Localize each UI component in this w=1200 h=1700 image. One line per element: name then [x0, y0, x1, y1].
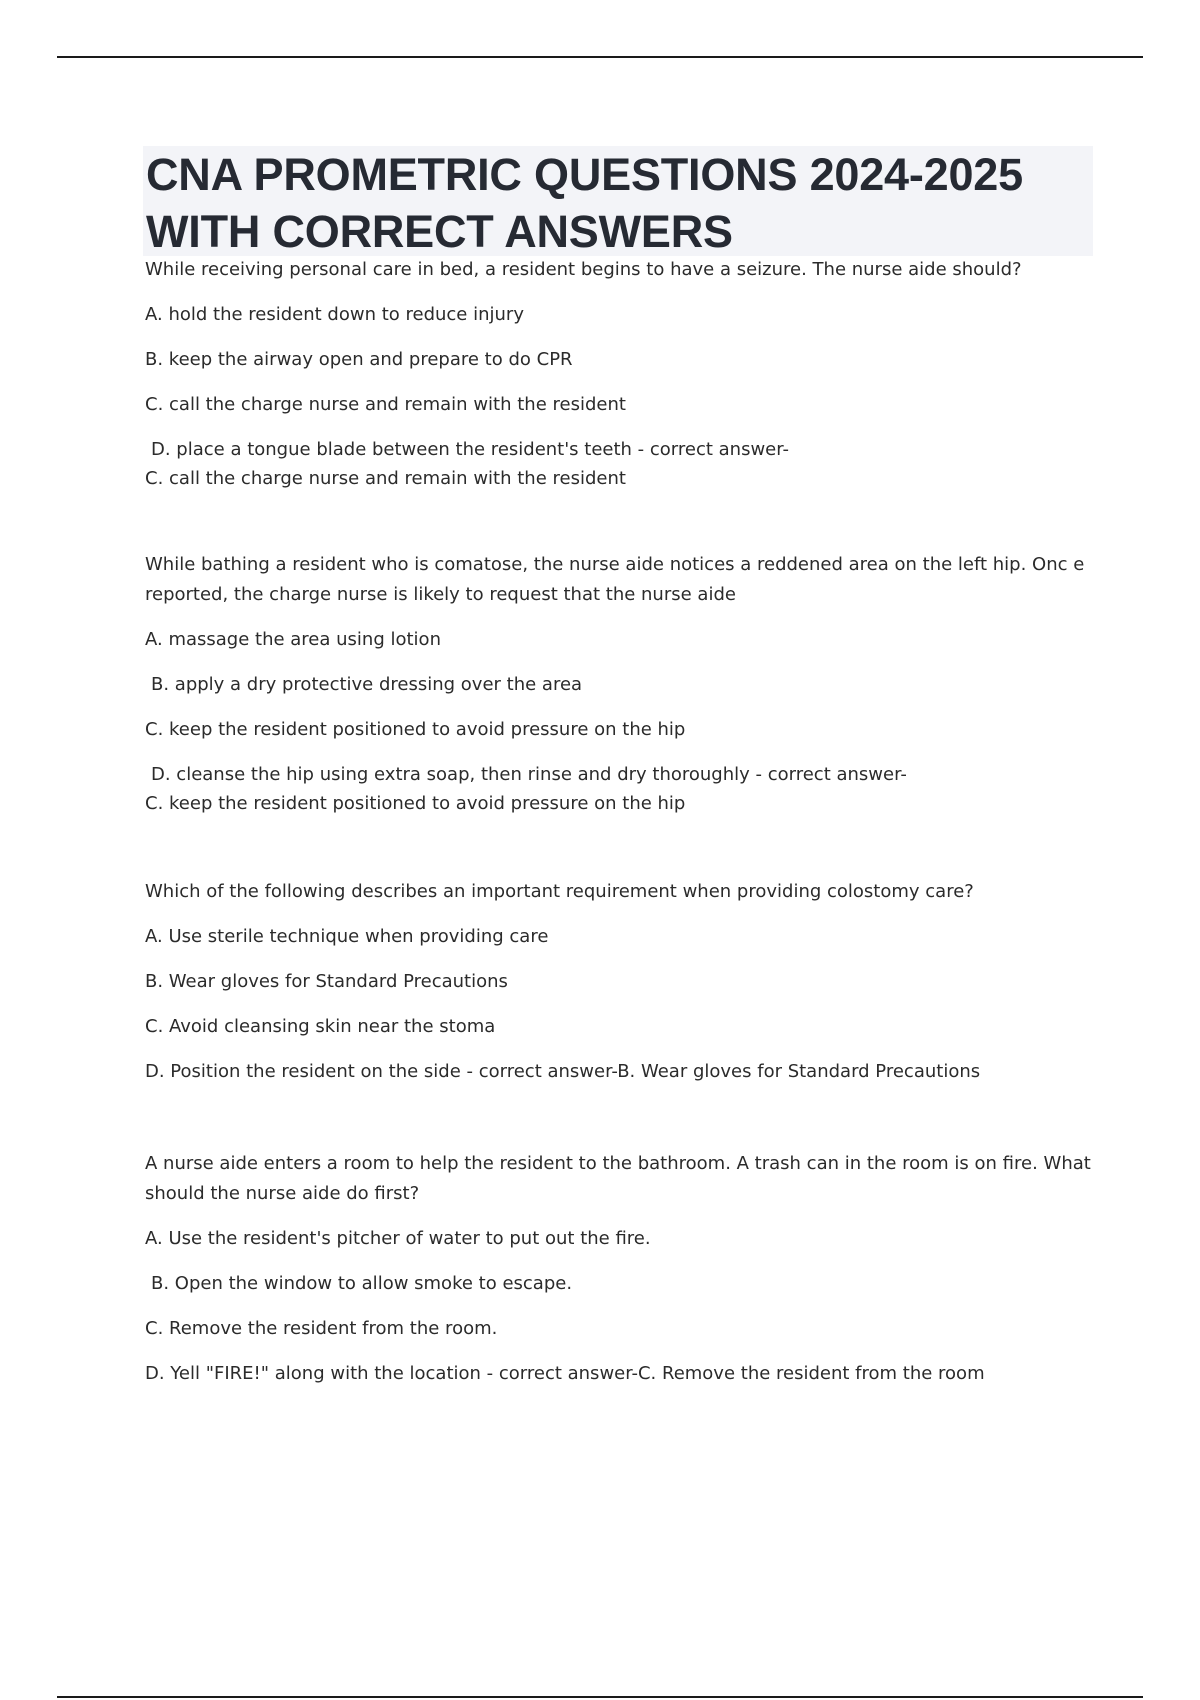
option-b: B. apply a dry protective dressing over the area	[151, 674, 583, 695]
option-a: A. hold the resident down to reduce injury	[145, 304, 524, 325]
question-1	[145, 255, 1095, 493]
question-stem: Which of the following describes an important requirement when providing colostomy care?	[145, 881, 974, 902]
question-4	[145, 1149, 1095, 1389]
option-d: D. place a tongue blade between the resident's teeth - correct answer-	[151, 439, 789, 460]
question-stem: While receiving personal care in bed, a resident begins to have a seizure. The nurse aide should?	[145, 259, 1022, 280]
option-d-with-answer: D. Position the resident on the side - correct answer-B. Wear gloves for Standard Precautions	[145, 1061, 981, 1082]
option-d-with-answer: D. Yell "FIRE!" along with the location - correct answer-C. Remove the resident from the room	[145, 1363, 985, 1384]
question-2	[145, 550, 1095, 818]
option-d-with-answer	[145, 435, 1095, 493]
option-b: B. Open the window to allow smoke to escape.	[151, 1273, 573, 1294]
correct-answer: C. keep the resident positioned to avoid pressure on the hip	[145, 793, 686, 814]
question-stem: While bathing a resident who is comatose, the nurse aide notices a reddened area on the left hip. Onc e reported, the charge nurse is likely to request that the nurse aide	[145, 554, 1085, 605]
option-a: A. Use sterile technique when providing care	[145, 926, 549, 947]
option-c: C. Remove the resident from the room.	[145, 1318, 498, 1339]
option-c: C. Avoid cleansing skin near the stoma	[145, 1016, 496, 1037]
option-a: A. massage the area using lotion	[145, 629, 441, 650]
option-b: B. keep the airway open and prepare to do CPR	[145, 349, 573, 370]
question-list	[145, 255, 1095, 1389]
option-c: C. keep the resident positioned to avoid pressure on the hip	[145, 719, 686, 740]
option-a: A. Use the resident's pitcher of water to put out the fire.	[145, 1228, 651, 1249]
question-3	[145, 877, 1095, 1087]
top-rule	[57, 56, 1143, 58]
option-d: D. cleanse the hip using extra soap, then rinse and dry thoroughly - correct answer-	[151, 764, 907, 785]
document-title: CNA PROMETRIC QUESTIONS 2024-2025 WITH CORRECT ANSWERS	[146, 149, 1023, 257]
option-b: B. Wear gloves for Standard Precautions	[145, 971, 508, 992]
option-d-with-answer	[145, 760, 1095, 818]
bottom-rule	[57, 1696, 1143, 1698]
correct-answer: C. call the charge nurse and remain with the resident	[145, 468, 626, 489]
question-stem: A nurse aide enters a room to help the resident to the bathroom. A trash can in the room is on fire. What should the nurse aide do first?	[145, 1153, 1091, 1204]
option-c: C. call the charge nurse and remain with the resident	[145, 394, 626, 415]
